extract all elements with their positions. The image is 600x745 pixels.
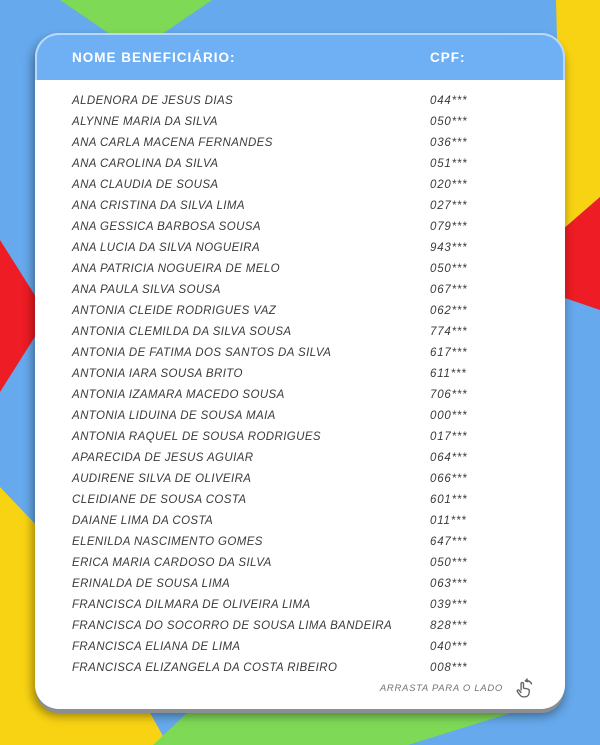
table-row (35, 132, 565, 153)
table-row (35, 489, 565, 510)
beneficiary-name: ERICA MARIA CARDOSO DA SILVA (72, 556, 272, 569)
beneficiary-cpf: 050*** (430, 115, 468, 128)
beneficiary-cpf: 611*** (430, 367, 467, 380)
table-row (35, 342, 565, 363)
beneficiary-cpf: 617*** (430, 346, 468, 359)
beneficiary-cpf: 062*** (430, 304, 468, 317)
beneficiary-cpf: 079*** (430, 220, 468, 233)
table-row (35, 447, 565, 468)
beneficiary-cpf: 050*** (430, 556, 468, 569)
table-row (35, 363, 565, 384)
beneficiary-cpf: 027*** (430, 199, 468, 212)
beneficiary-name: ANTONIA IZAMARA MACEDO SOUSA (72, 388, 285, 401)
table-row (35, 90, 565, 111)
table-row (35, 384, 565, 405)
table-row (35, 111, 565, 132)
beneficiary-name: ANA LUCIA DA SILVA NOGUEIRA (72, 241, 261, 254)
table-row (35, 636, 565, 657)
beneficiary-name: ANTONIA LIDUINA DE SOUSA MAIA (72, 409, 276, 422)
table-row (35, 237, 565, 258)
beneficiary-name: ANTONIA DE FATIMA DOS SANTOS DA SILVA (72, 346, 332, 359)
beneficiary-name: ANA CRISTINA DA SILVA LIMA (72, 199, 245, 212)
beneficiary-cpf: 044*** (430, 94, 468, 107)
table-row (35, 195, 565, 216)
beneficiary-name: ANA PAULA SILVA SOUSA (72, 283, 221, 296)
beneficiary-name: ELENILDA NASCIMENTO GOMES (72, 535, 263, 548)
beneficiary-cpf: 601*** (430, 493, 468, 506)
beneficiary-name: FRANCISCA ELIZANGELA DA COSTA RIBEIRO (72, 661, 338, 674)
beneficiary-name: FRANCISCA DILMARA DE OLIVEIRA LIMA (72, 598, 311, 611)
table-row (35, 615, 565, 636)
beneficiary-cpf: 063*** (430, 577, 468, 590)
beneficiary-name: ANTONIA CLEMILDA DA SILVA SOUSA (72, 325, 292, 338)
beneficiary-name: ERINALDA DE SOUSA LIMA (72, 577, 231, 590)
beneficiary-cpf: 036*** (430, 136, 468, 149)
beneficiary-cpf: 050*** (430, 262, 468, 275)
beneficiary-cpf: 774*** (430, 325, 468, 338)
beneficiary-cpf: 020*** (430, 178, 468, 191)
swipe-hand-icon (510, 676, 537, 701)
table-header (35, 33, 565, 80)
beneficiary-name: APARECIDA DE JESUS AGUIAR (72, 451, 254, 464)
beneficiary-name: ANTONIA CLEIDE RODRIGUES VAZ (72, 304, 277, 317)
column-header-cpf: CPF: (430, 50, 466, 65)
table-row (35, 657, 565, 678)
beneficiary-name: FRANCISCA ELIANA DE LIMA (72, 640, 241, 653)
beneficiary-cpf: 011*** (430, 514, 467, 527)
table-row (35, 552, 565, 573)
beneficiary-card (35, 33, 565, 709)
beneficiary-name: ANTONIA RAQUEL DE SOUSA RODRIGUES (72, 430, 322, 443)
table-row (35, 153, 565, 174)
table-row (35, 468, 565, 489)
beneficiary-name: CLEIDIANE DE SOUSA COSTA (72, 493, 247, 506)
table-row (35, 258, 565, 279)
beneficiary-cpf: 064*** (430, 451, 468, 464)
table-row (35, 174, 565, 195)
beneficiary-name: ANA CAROLINA DA SILVA (72, 157, 219, 170)
beneficiary-name: ANA PATRICIA NOGUEIRA DE MELO (72, 262, 280, 275)
beneficiary-name: ALDENORA DE JESUS DIAS (72, 94, 234, 107)
beneficiary-cpf: 067*** (430, 283, 468, 296)
beneficiary-cpf: 066*** (430, 472, 468, 485)
beneficiary-cpf: 039*** (430, 598, 468, 611)
beneficiary-cpf: 017*** (430, 430, 468, 443)
table-row (35, 405, 565, 426)
beneficiary-cpf: 706*** (430, 388, 468, 401)
column-header-name: NOME BENEFICIÁRIO: (72, 50, 236, 65)
beneficiary-name: ANTONIA IARA SOUSA BRITO (72, 367, 243, 380)
beneficiary-cpf: 051*** (430, 157, 468, 170)
beneficiary-cpf: 943*** (430, 241, 468, 254)
table-row (35, 531, 565, 552)
table-row (35, 321, 565, 342)
table-row (35, 279, 565, 300)
table-row (35, 573, 565, 594)
beneficiary-name: FRANCISCA DO SOCORRO DE SOUSA LIMA BANDEIRA (72, 619, 393, 632)
table-row (35, 510, 565, 531)
beneficiary-name: ANA CLAUDIA DE SOUSA (72, 178, 219, 191)
beneficiary-name: ANA GESSICA BARBOSA SOUSA (72, 220, 261, 233)
beneficiary-cpf: 647*** (430, 535, 468, 548)
beneficiary-table[interactable] (35, 80, 565, 678)
beneficiary-name: AUDIRENE SILVA DE OLIVEIRA (72, 472, 252, 485)
beneficiary-cpf: 828*** (430, 619, 468, 632)
beneficiary-name: DAIANE LIMA DA COSTA (72, 514, 214, 527)
beneficiary-cpf: 040*** (430, 640, 468, 653)
beneficiary-cpf: 008*** (430, 661, 468, 674)
swipe-hint-label: ARRASTA PARA O LADO (379, 683, 503, 694)
table-row (35, 300, 565, 321)
table-row (35, 426, 565, 447)
table-row (35, 216, 565, 237)
table-row (35, 594, 565, 615)
swipe-hint[interactable] (380, 676, 537, 701)
beneficiary-name: ALYNNE MARIA DA SILVA (72, 115, 218, 128)
beneficiary-cpf: 000*** (430, 409, 468, 422)
beneficiary-name: ANA CARLA MACENA FERNANDES (72, 136, 273, 149)
